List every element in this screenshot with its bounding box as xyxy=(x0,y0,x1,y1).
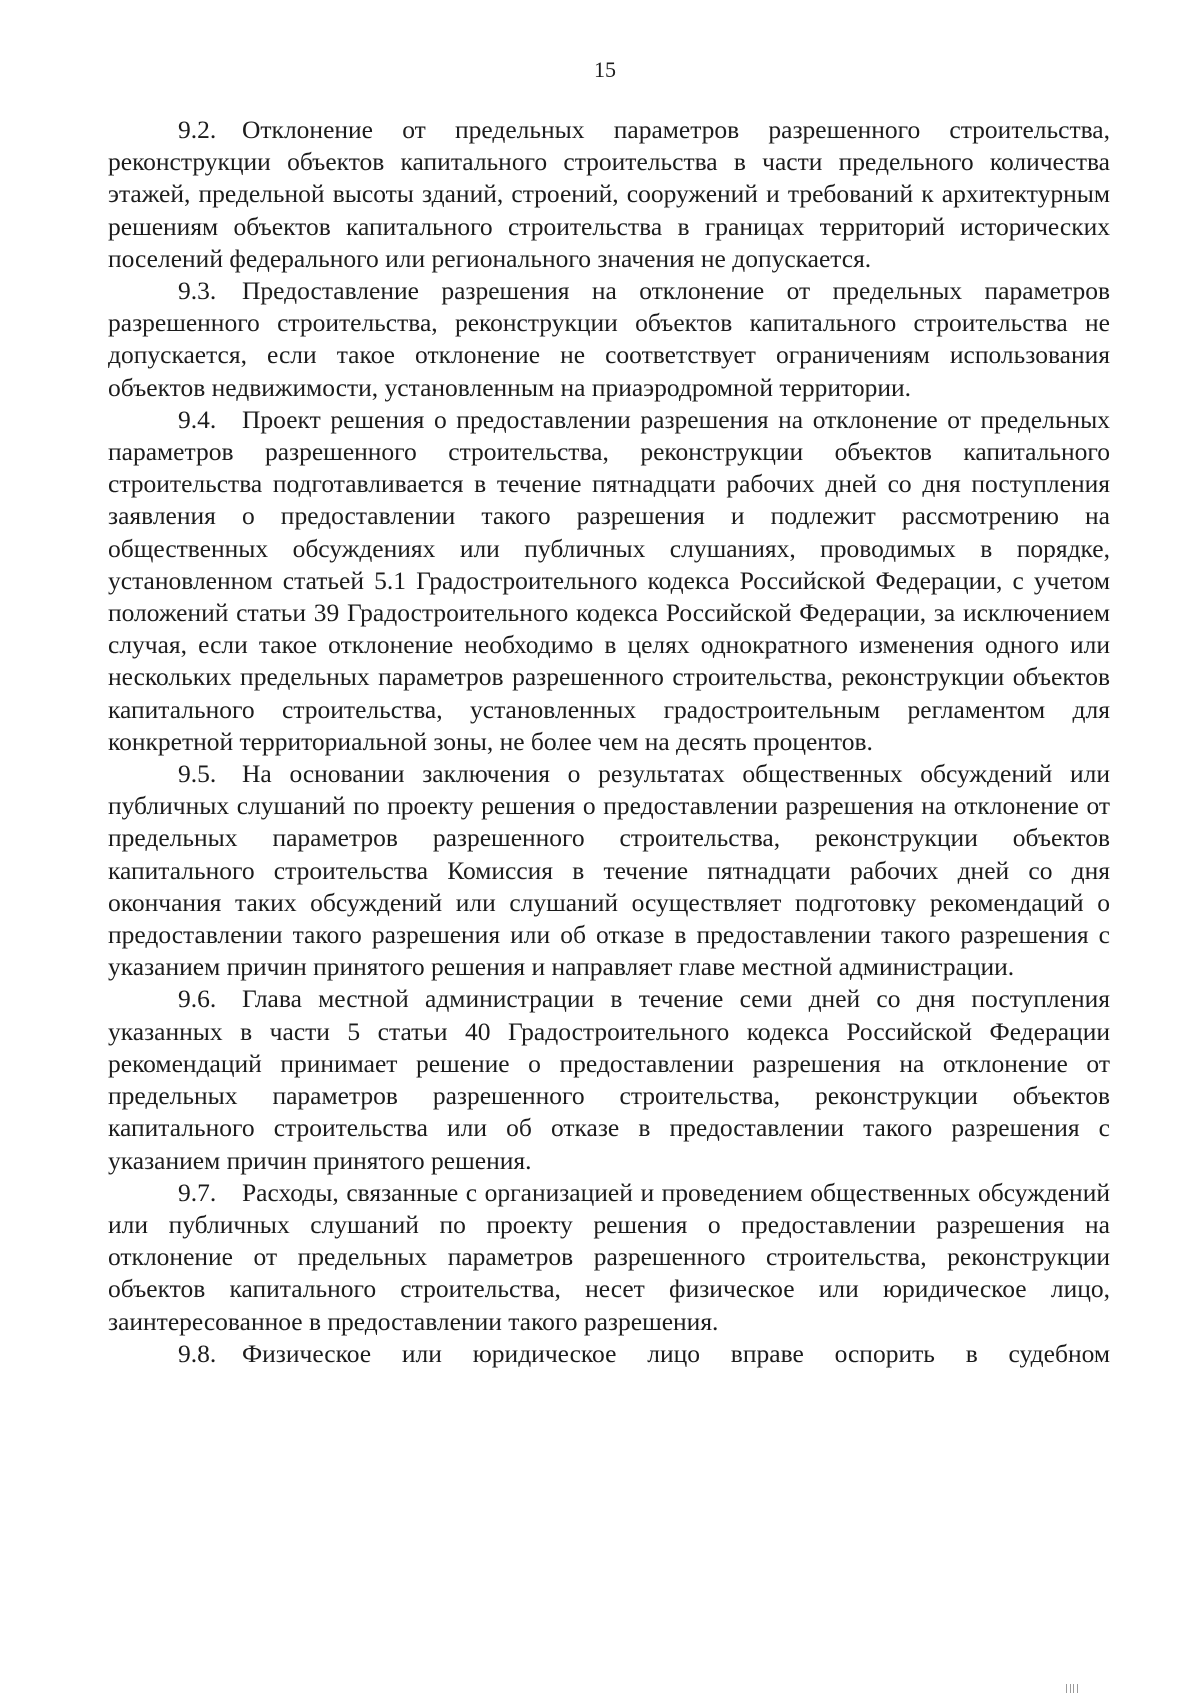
paragraph-text: На основании заключения о результатах общественных обсуждений или публичных слушаний по проекту решения о предоставлении разрешения на отклонение от предельных параметров разрешенного строительства, реконструкции объектов капитального строительства Комиссия в течение пятнадцати рабочих дней со дня окончания таких обсуждений или слушаний осуществляет подготовку рекомендаций о предоставлении такого разрешения или об отказе в предоставлении такого разрешения с указанием причин принятого решения и направляет главе местной администрации. xyxy=(108,759,1110,982)
paragraph-number: 9.8. xyxy=(178,1338,217,1368)
paragraph-9-8 xyxy=(108,1338,1110,1370)
paragraph-text: Глава местной администрации в течение семи дней со дня поступления указанных в части 5 статьи 40 Градостроительного кодекса Российской Федерации рекомендаций принимает решение о предоставлении разрешения на отклонение от предельных параметров разрешенного строительства, реконструкции объектов капитального строительства или об отказе в предоставлении такого разрешения с указанием причин принятого решения. xyxy=(108,984,1110,1175)
paragraph-number: 9.3. xyxy=(178,276,217,306)
paragraph-number: 9.2. xyxy=(178,115,217,144)
paragraph-number: 9.4. xyxy=(178,404,217,434)
paragraph-9-5 xyxy=(108,758,1110,983)
paragraph-number: 9.7. xyxy=(178,1177,217,1207)
paragraph-9-4 xyxy=(108,404,1110,758)
paragraph-9-7 xyxy=(108,1177,1110,1338)
paragraph-9-6 xyxy=(108,983,1110,1176)
paragraph-9-3 xyxy=(108,275,1110,404)
paragraph-text: Предоставление разрешения на отклонение от предельных параметров разрешенного строительства, реконструкции объектов капитального строительства не допускается, если такое отклонение не соответствует ограничениям использования объектов недвижимости, установленным на приаэродромной территории. xyxy=(108,276,1110,402)
paragraph-text: Отклонение от предельных параметров разрешенного строительства, реконструкции объектов капитального строительства в части предельного количества этажей, предельной высоты зданий, строений, сооружений и требований к архитектурным решениям объектов капитального строительства в границах территорий исторических поселений федерального или регионального значения не допускается. xyxy=(108,115,1110,273)
document-body xyxy=(108,114,1110,1370)
scan-artifact-mark xyxy=(1066,1683,1092,1693)
paragraph-number: 9.6. xyxy=(178,984,217,1014)
paragraph-text: Проект решения о предоставлении разрешения на отклонение от предельных параметров разрешенного строительства, реконструкции объектов капитального строительства подготавливается в течение пятнадцати рабочих дней со дня поступления заявления о предоставлении такого разрешения и подлежит рассмотрению на общественных обсуждениях или публичных слушаниях, проводимых в порядке, установленном статьей 5.1 Градостроительного кодекса Российской Федерации, с учетом положений статьи 39 Градостроительного кодекса Российской Федерации, за исключением случая, если такое отклонение необходимо в целях однократного изменения одного или нескольких предельных параметров разрешенного строительства, реконструкции объектов капитального строительства, установленных градостроительным регламентом для конкретной территориальной зоны, не более чем на десять процентов. xyxy=(108,404,1110,756)
page-number: 15 xyxy=(594,57,616,82)
paragraph-text: Расходы, связанные с организацией и проведением общественных обсуждений или публичных слушаний по проекту решения о предоставлении разрешения на отклонение от предельных параметров разрешенного строительства, реконструкции объектов капитального строительства, несет физическое или юридическое лицо, заинтересованное в предоставлении такого разрешения. xyxy=(108,1177,1110,1336)
paragraph-number: 9.5. xyxy=(178,759,217,789)
paragraph-text: Физическое или юридическое лицо вправе оспорить в судебном xyxy=(242,1338,1110,1368)
paragraph-9-2 xyxy=(108,114,1110,275)
